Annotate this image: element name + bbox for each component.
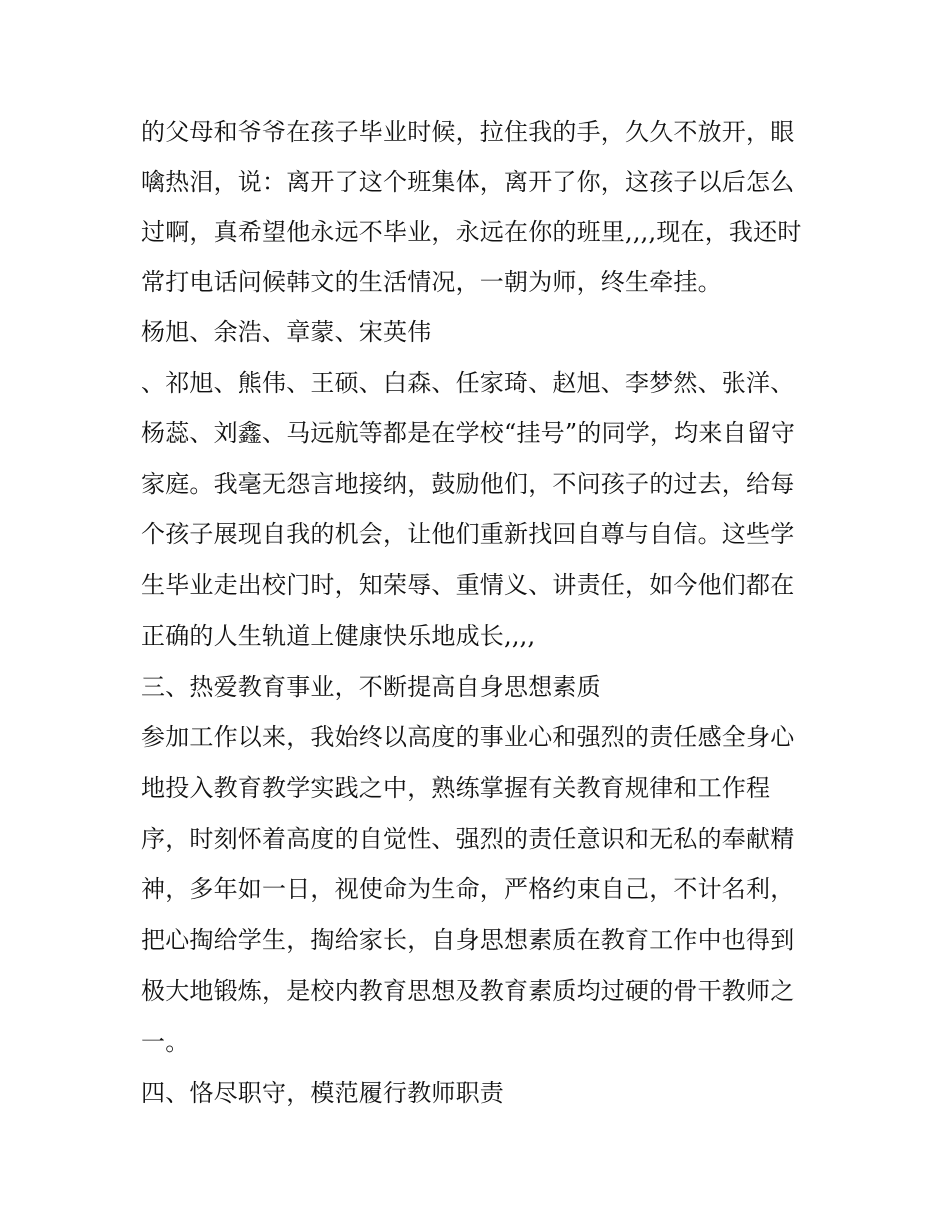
text-line: 过啊，真希望他永远不毕业，永远在你的班里,,,,现在，我还时 [141, 218, 802, 246]
text-line: 杨旭、余浩、章蒙、宋英伟 [141, 318, 432, 346]
text-line: 杨蕊、刘鑫、马远航等都是在学校“挂号”的同学，均来自留守 [141, 419, 796, 447]
text-line: 把心掏给学生，掏给家长，自身思想素质在教育工作中也得到 [141, 926, 795, 954]
text-line: 、祁旭、熊伟、王硕、白森、任家琦、赵旭、李梦然、张洋、 [141, 369, 795, 397]
text-line: 极大地锻炼，是校内教育思想及教育素质均过硬的骨干教师之 [141, 977, 795, 1005]
text-line: 参加工作以来，我始终以高度的事业心和强烈的责任感全身心 [141, 723, 795, 751]
text-line: 家庭。我毫无怨言地接纳，鼓励他们，不问孩子的过去，给每 [141, 470, 795, 498]
text-line: 生毕业走出校门时，知荣辱、重情义、讲责任，如今他们都在 [141, 571, 795, 599]
section-heading: 四、恪尽职守，模范履行教师职责 [141, 1079, 504, 1107]
text-line: 正确的人生轨道上健康快乐地成长,,,, [141, 622, 536, 650]
text-line: 个孩子展现自我的机会，让他们重新找回自尊与自信。这些学 [141, 520, 795, 548]
text-line: 序，时刻怀着高度的自觉性、强烈的责任意识和无私的奉献精 [141, 825, 795, 853]
text-line: 常打电话问候韩文的生活情况，一朝为师，终生牵挂。 [141, 268, 722, 296]
text-line: 地投入教育教学实践之中，熟练掌握有关教育规律和工作程 [141, 774, 771, 802]
text-line: 神，多年如一日，视使命为生命，严格约束自己，不计名利， [141, 875, 795, 903]
text-line: 的父母和爷爷在孩子毕业时候，拉住我的手，久久不放开，眼 [141, 118, 795, 146]
section-heading: 三、热爱教育事业，不断提高自身思想素质 [141, 673, 601, 701]
text-line: 一。 [141, 1028, 190, 1056]
text-line: 噙热泪，说：离开了这个班集体，离开了你，这孩子以后怎么 [141, 168, 795, 196]
